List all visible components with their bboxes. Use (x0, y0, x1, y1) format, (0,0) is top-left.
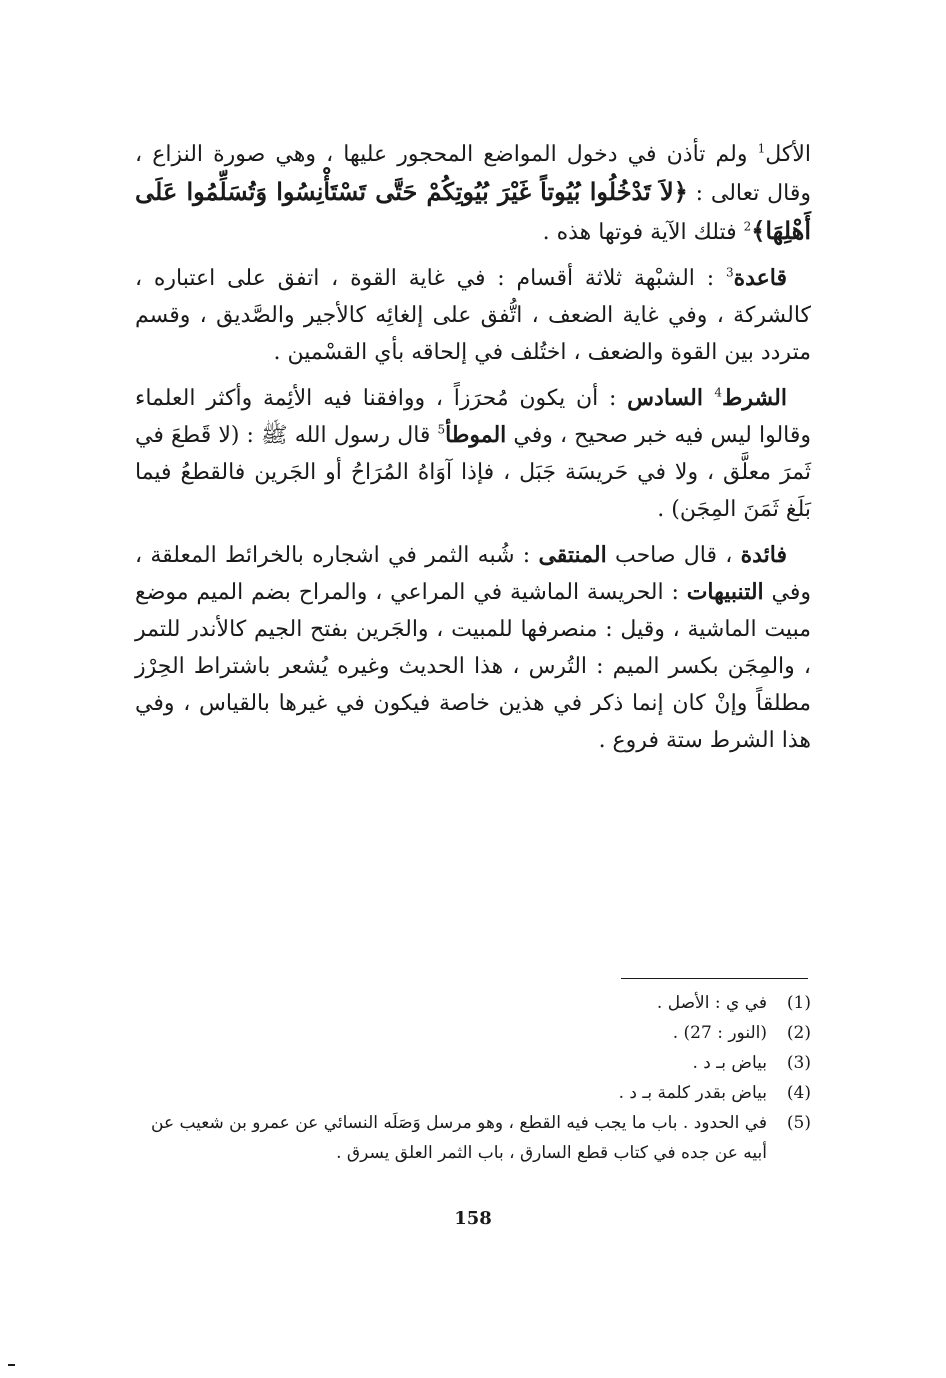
text-run: قال رسول الله ﷺ : (لا قَطعَ في ثَمرَ معلَّق ، ولا في حَريسَة جَبَل ، فإذا آوَاهُ المُرَاحُ أو الجَرين فالقطعُ فيما بَلَغ ثَمَنَ المِجَن) . (135, 423, 811, 522)
paragraph-1 (135, 136, 811, 251)
source-title: التنبيهات (686, 579, 764, 605)
footnote-number: (1) (786, 993, 811, 1013)
text-run: فتلك الآية فوتها هذه . (542, 220, 744, 245)
footnote-3 (135, 1048, 811, 1078)
quran-verse: ﴿لاَ تَدْخُلُوا بُيُوتاً غَيْرَ بُيُوتِكُمْ حَتَّى تَسْتَأْنِسُوا وَتُسَلِّمُوا عَلَى أَهْلِهَا﴾ (135, 177, 811, 245)
scan-mark (8, 1364, 15, 1366)
footnote-text: في ي : الأصل . (656, 993, 767, 1013)
main-text (135, 136, 811, 768)
footnote-text: بياض بقدر كلمة بـ د . (618, 1083, 767, 1103)
heading-faida: فائدة (740, 542, 787, 568)
paragraph-4 (135, 537, 811, 759)
footnote-ref-4[interactable]: 4 (714, 385, 723, 400)
footnote-4 (135, 1078, 811, 1108)
paragraph-3 (135, 380, 811, 528)
footnote-separator (621, 978, 808, 979)
heading-shart: الشرط (722, 385, 787, 411)
paragraph-2 (135, 260, 811, 371)
text-run: : شُبه الثمر في اشجاره بالخرائط المعلقة ، وفي (135, 543, 811, 605)
text-run: : الشبْهة ثلاثة أقسام : في غاية القوة ، اتفق على اعتباره ، كالشركة ، وفي غاية الضعف ، اتُّفق على إلغائِه كالأجير والصَّديق ، وقسم متردد بين القوة والضعف ، اختُلف في إلحاقه بأي القسْمين . (135, 266, 811, 365)
text-run: : الحريسة الماشية في المراعي ، والمراح بضم الميم موضع مبيت الماشية ، وقيل : منصرفها للمبيت ، والجَرين بفتح الجيم كالأندر للتمر ، والمِجَن بكسر الميم : التُرس ، هذا الحديث وغيره يُشعر باشتراط الحِرْز مطلقاً وإنْ كان إنما ذكر في هذين خاصة فيكون في غيرها بالقياس ، وفي هذا الشرط ستة فروع . (135, 580, 811, 753)
text-run: الأكل (765, 142, 811, 167)
heading-qaida: قاعدة (733, 265, 787, 291)
text-run: : أن يكون مُحرَزاً ، ووافقنا فيه الأئِمة وأكثر العلماء وقالوا ليس فيه خبر صحيح ، وفي (135, 386, 811, 448)
footnote-2 (135, 1018, 811, 1048)
footnote-ref-5[interactable]: 5 (437, 422, 446, 437)
footnote-number: (2) (786, 1023, 811, 1043)
footnote-5 (135, 1108, 811, 1168)
footnote-1 (135, 988, 811, 1018)
footnote-text: في الحدود . باب ما يجب فيه القطع ، وهو مرسل وَصَلَه النسائي عن عمرو بن شعيب عن أبيه عن جده في كتاب قطع السارق ، باب الثمر العلق يسرق . (151, 1113, 767, 1163)
source-title: المنتقى (538, 542, 607, 568)
footnote-text: بياض بـ د . (692, 1053, 767, 1073)
footnote-number: (5) (786, 1113, 811, 1133)
footnote-ref-1[interactable]: 1 (757, 141, 766, 156)
footnote-text: (النور : 27) . (672, 1023, 767, 1043)
heading-sadis: السادس (627, 385, 715, 411)
footnote-number: (3) (786, 1053, 811, 1073)
footnote-ref-3[interactable]: 3 (725, 265, 734, 280)
footnotes (135, 988, 811, 1168)
footnote-number: (4) (786, 1083, 811, 1103)
text-run: ولم تأذن في دخول المواضع المحجور عليها ، وهي صورة النزاع ، وقال تعالى : (135, 142, 811, 206)
source-title: الموطأ (445, 422, 507, 448)
text-run: ، قال صاحب (606, 543, 741, 568)
footnote-ref-2[interactable]: 2 (743, 219, 752, 234)
page-number: 158 (454, 1208, 492, 1229)
